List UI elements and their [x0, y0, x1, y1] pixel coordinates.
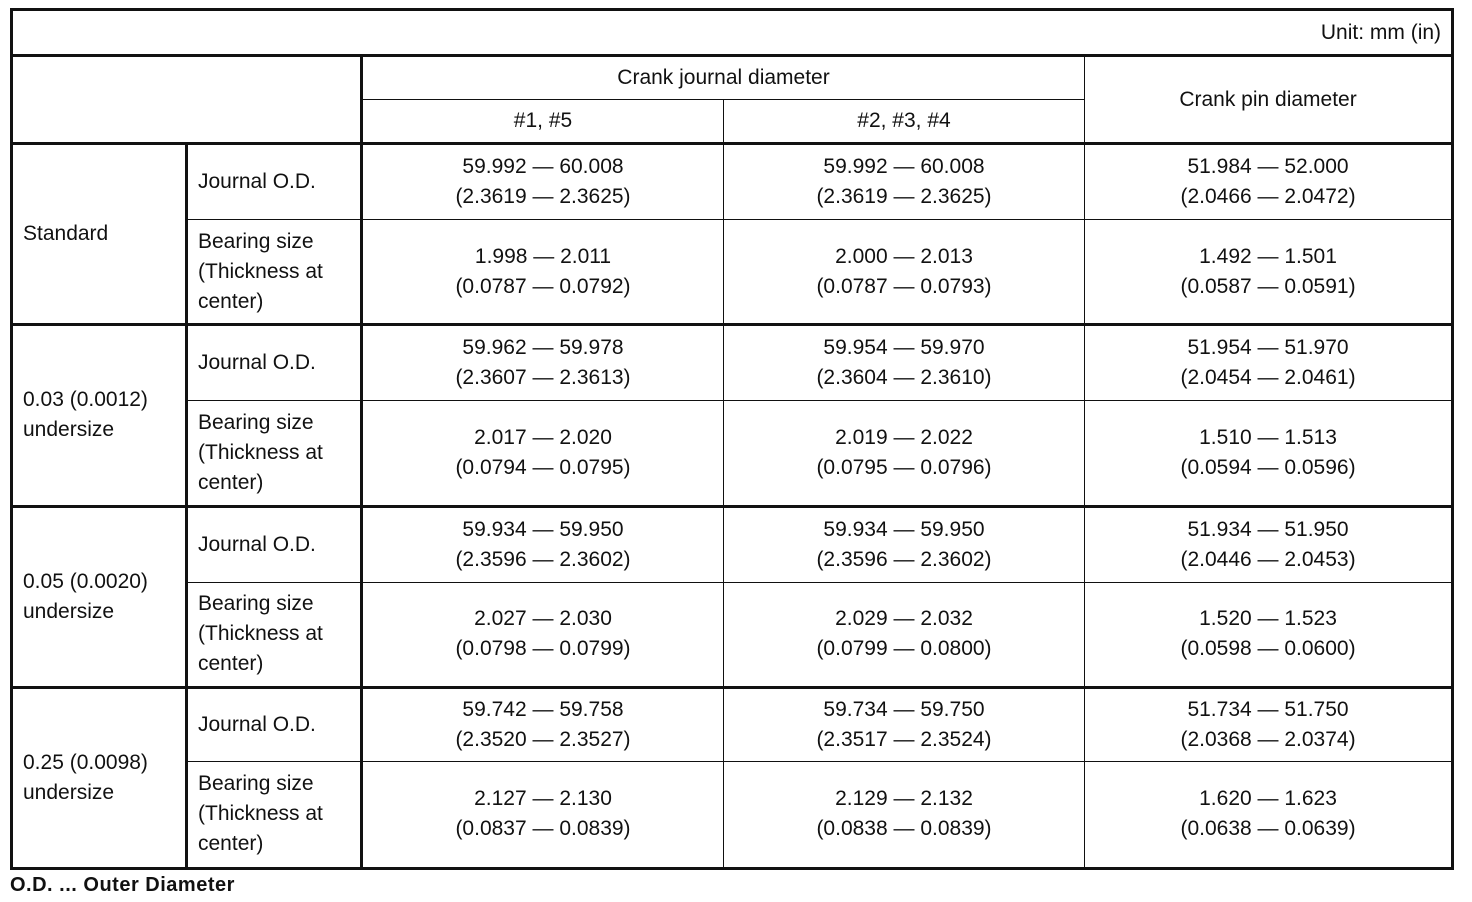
table-row	[12, 220, 1453, 325]
header-journal-2-3-4: #2, #3, #4	[724, 100, 1085, 144]
value-cell: 1.520 — 1.523 (0.0598 — 0.0600)	[1085, 582, 1453, 687]
category-0-25-undersize: 0.25 (0.0098) undersize	[12, 687, 187, 868]
unit-label: Unit: mm (in)	[12, 10, 1453, 56]
value-cell: 2.000 — 2.013 (0.0787 — 0.0793)	[724, 220, 1085, 325]
row-label-bearing-size: Bearing size (Thickness at center)	[187, 582, 362, 687]
table-row	[12, 687, 1453, 761]
value-cell: 59.734 — 59.750 (2.3517 — 2.3524)	[724, 687, 1085, 761]
header-journal-1-5: #1, #5	[362, 100, 724, 144]
category-0-05-undersize: 0.05 (0.0020) undersize	[12, 506, 187, 687]
row-label-journal-od: Journal O.D.	[187, 325, 362, 401]
footnote-od-definition: O.D. ... Outer Diameter	[10, 874, 235, 896]
row-label-bearing-size: Bearing size (Thickness at center)	[187, 220, 362, 325]
value-cell: 59.992 — 60.008 (2.3619 — 2.3625)	[362, 144, 724, 220]
value-cell: 59.934 — 59.950 (2.3596 — 2.3602)	[362, 506, 724, 582]
value-cell: 1.620 — 1.623 (0.0638 — 0.0639)	[1085, 761, 1453, 868]
table-row	[12, 761, 1453, 868]
header-corner-cell	[12, 56, 362, 144]
value-cell: 59.992 — 60.008 (2.3619 — 2.3625)	[724, 144, 1085, 220]
value-cell: 51.734 — 51.750 (2.0368 — 2.0374)	[1085, 687, 1453, 761]
table-row	[12, 506, 1453, 582]
value-cell: 1.510 — 1.513 (0.0594 — 0.0596)	[1085, 401, 1453, 506]
table-row	[12, 144, 1453, 220]
header-crank-journal-diameter: Crank journal diameter	[362, 56, 1085, 100]
value-cell: 2.129 — 2.132 (0.0838 — 0.0839)	[724, 761, 1085, 868]
value-cell: 2.029 — 2.032 (0.0799 — 0.0800)	[724, 582, 1085, 687]
table-row	[12, 401, 1453, 506]
value-cell: 59.934 — 59.950 (2.3596 — 2.3602)	[724, 506, 1085, 582]
value-cell: 59.962 — 59.978 (2.3607 — 2.3613)	[362, 325, 724, 401]
value-cell: 59.742 — 59.758 (2.3520 — 2.3527)	[362, 687, 724, 761]
value-cell: 2.127 — 2.130 (0.0837 — 0.0839)	[362, 761, 724, 868]
value-cell: 2.019 — 2.022 (0.0795 — 0.0796)	[724, 401, 1085, 506]
row-label-bearing-size: Bearing size (Thickness at center)	[187, 761, 362, 868]
value-cell: 1.492 — 1.501 (0.0587 — 0.0591)	[1085, 220, 1453, 325]
category-standard: Standard	[12, 144, 187, 325]
row-label-journal-od: Journal O.D.	[187, 144, 362, 220]
value-cell: 2.017 — 2.020 (0.0794 — 0.0795)	[362, 401, 724, 506]
table-row	[12, 582, 1453, 687]
value-cell: 51.984 — 52.000 (2.0466 — 2.0472)	[1085, 144, 1453, 220]
value-cell: 59.954 — 59.970 (2.3604 — 2.3610)	[724, 325, 1085, 401]
crank-spec-table	[10, 8, 1454, 870]
row-label-journal-od: Journal O.D.	[187, 687, 362, 761]
header-crank-pin-diameter: Crank pin diameter	[1085, 56, 1453, 144]
category-0-03-undersize: 0.03 (0.0012) undersize	[12, 325, 187, 506]
value-cell: 1.998 — 2.011 (0.0787 — 0.0792)	[362, 220, 724, 325]
value-cell: 51.954 — 51.970 (2.0454 — 2.0461)	[1085, 325, 1453, 401]
table-row	[12, 325, 1453, 401]
row-label-journal-od: Journal O.D.	[187, 506, 362, 582]
value-cell: 2.027 — 2.030 (0.0798 — 0.0799)	[362, 582, 724, 687]
row-label-bearing-size: Bearing size (Thickness at center)	[187, 401, 362, 506]
value-cell: 51.934 — 51.950 (2.0446 — 2.0453)	[1085, 506, 1453, 582]
